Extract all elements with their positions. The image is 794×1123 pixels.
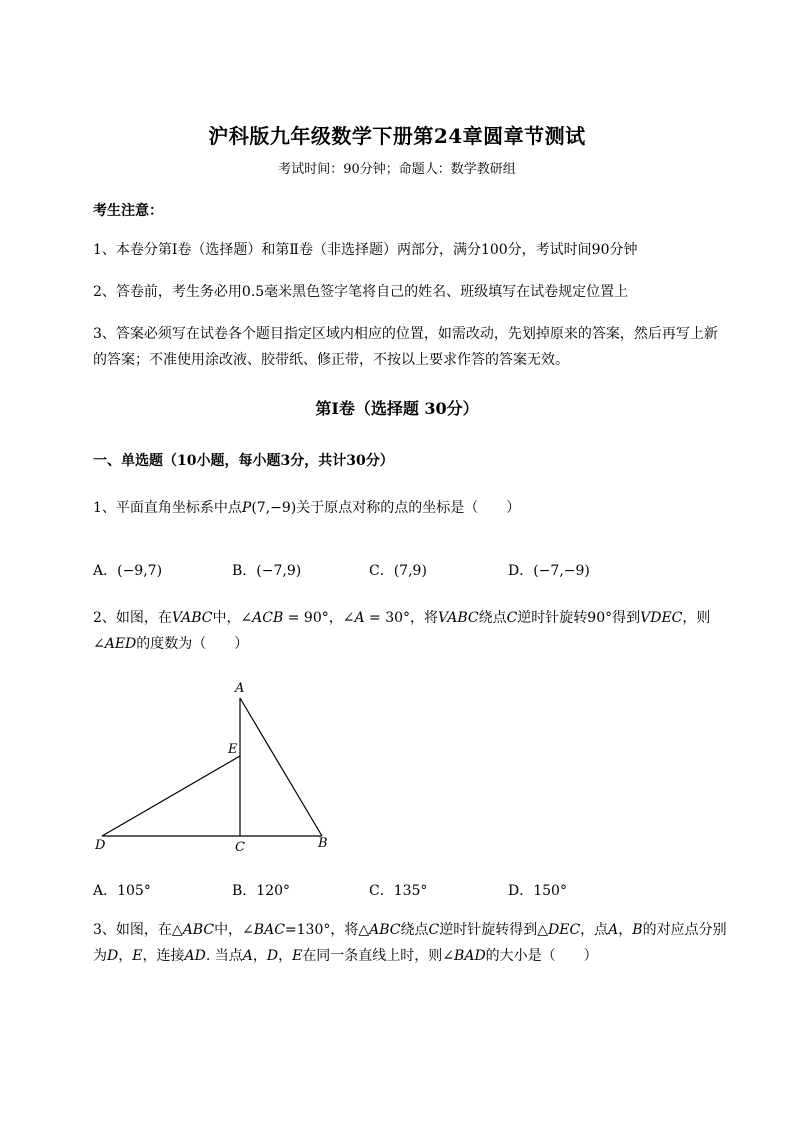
q3-n1: D <box>107 948 119 964</box>
q2-text-a: 2、如图，在 <box>93 610 172 626</box>
label-d: D <box>95 838 106 853</box>
q3-m2: ∠BAC <box>242 922 285 938</box>
q2-math-aed: ∠AED <box>93 636 137 652</box>
q2-option-a[interactable]: A．105° <box>93 883 151 899</box>
q3-u6: ， <box>278 948 293 964</box>
notice-heading: 考生注意： <box>93 203 163 219</box>
page-title: 沪科版九年级数学下册第24章圆章节测试 <box>208 124 586 148</box>
q3-t7: ， <box>618 922 633 938</box>
q2-math-f: ∠A <box>342 610 365 626</box>
q3-t6: ，点 <box>580 922 609 938</box>
q3-t2: 中， <box>214 922 243 938</box>
label-b: B <box>318 836 328 851</box>
q3-t1: 3、如图，在△ <box>93 922 183 938</box>
q3-n6: E <box>292 948 303 964</box>
q3-n2: E <box>132 948 143 964</box>
q3-t4: 绕点 <box>400 922 429 938</box>
q2-math-j: C <box>506 610 518 626</box>
q3-n7: ∠BAD <box>442 948 486 964</box>
q3-n3: AD <box>184 948 206 964</box>
q1-option-c[interactable]: C．(7,9) <box>369 563 427 579</box>
q2-option-d[interactable]: D．150° <box>508 883 567 899</box>
notice-item-2: 2、答卷前，考生务必用0.5毫米黑色签字笔将自己的姓名、班级填写在试卷规定位置上 <box>93 284 629 300</box>
segment-ab <box>240 698 322 836</box>
notice-item-3: 3、答案必须写在试卷各个题目指定区域内相应的位置，如需改动，先划掉原来的答案，然后再写上新 <box>93 326 718 342</box>
q2-option-c[interactable]: C．135° <box>369 883 428 899</box>
q3-m1: ABC <box>182 922 215 938</box>
page-subtitle: 考试时间：90分钟；命题人：数学教研组 <box>278 162 516 177</box>
q2-option-b[interactable]: B．120° <box>232 883 291 899</box>
part-title: 一、单选题（10小题，每小题3分，共计30分） <box>93 453 394 469</box>
q3-m5: DEC <box>548 922 581 938</box>
q2-text-k: 逆时针旋转90°得到 <box>517 610 641 626</box>
q3-n4: A <box>242 948 253 964</box>
q3-n5: D <box>266 948 279 964</box>
q1-option-a[interactable]: A．(−9,7) <box>93 563 163 579</box>
q3-u2: ， <box>118 948 133 964</box>
label-c: C <box>235 840 245 855</box>
q3-m4: C <box>428 922 440 938</box>
q2-text-c: 中， <box>212 610 241 626</box>
question-3-line-2 <box>93 942 598 970</box>
q3-t5: 逆时针旋转得到△ <box>439 922 548 938</box>
q2-math-d: ∠ACB <box>240 610 284 626</box>
q2-math-l: VDEC <box>640 610 683 626</box>
q2-text-m: ，则 <box>682 610 711 626</box>
q3-m6: A <box>608 922 619 938</box>
q2-math-h: VABC <box>438 610 479 626</box>
notice-item-1: 1、本卷分第I卷（选择题）和第Ⅱ卷（非选择题）两部分，满分100分，考试时间90分钟 <box>93 242 638 258</box>
segment-de <box>102 756 240 836</box>
q2-text-end: 的度数为（ ） <box>136 636 249 652</box>
label-e: E <box>228 742 238 757</box>
q3-u5: ， <box>252 948 267 964</box>
section-title: 第I卷（选择题 30分） <box>315 399 479 418</box>
q3-m7: B <box>632 922 643 938</box>
q2-text-i: 绕点 <box>478 610 507 626</box>
q1-option-b[interactable]: B．(−7,9) <box>232 563 302 579</box>
q3-u1: 为 <box>93 948 107 964</box>
q3-u8: 的大小是（ ） <box>485 948 598 964</box>
q2-math-b: VABC <box>171 610 213 626</box>
q3-u4: . 当点 <box>205 948 243 964</box>
q3-u7: 在同一条直线上时，则 <box>302 948 443 964</box>
q1-point: P <box>241 500 252 516</box>
q3-t8: 的对应点分别 <box>642 922 727 938</box>
q3-u3: ，连接 <box>142 948 185 964</box>
q1-coords: (7,−9) <box>251 500 297 516</box>
q3-t3: =130°，将△ <box>284 922 370 938</box>
notice-item-3-cont: 的答案；不准使用涂改液、胶带纸、修正带，不按以上要求作答的答案无效。 <box>93 352 569 368</box>
q2-text-e: = 90°， <box>283 610 343 626</box>
q2-text-g: = 30°，将 <box>364 610 439 626</box>
q1-option-d[interactable]: D．(−7,−9) <box>508 563 590 579</box>
label-a: A <box>235 681 245 696</box>
q1-suffix: 关于原点对称的点的坐标是（ ） <box>296 500 521 516</box>
q3-m3: ABC <box>369 922 401 938</box>
question-3-line-1 <box>93 916 727 944</box>
q1-prefix: 1、平面直角坐标系中点 <box>93 500 242 516</box>
